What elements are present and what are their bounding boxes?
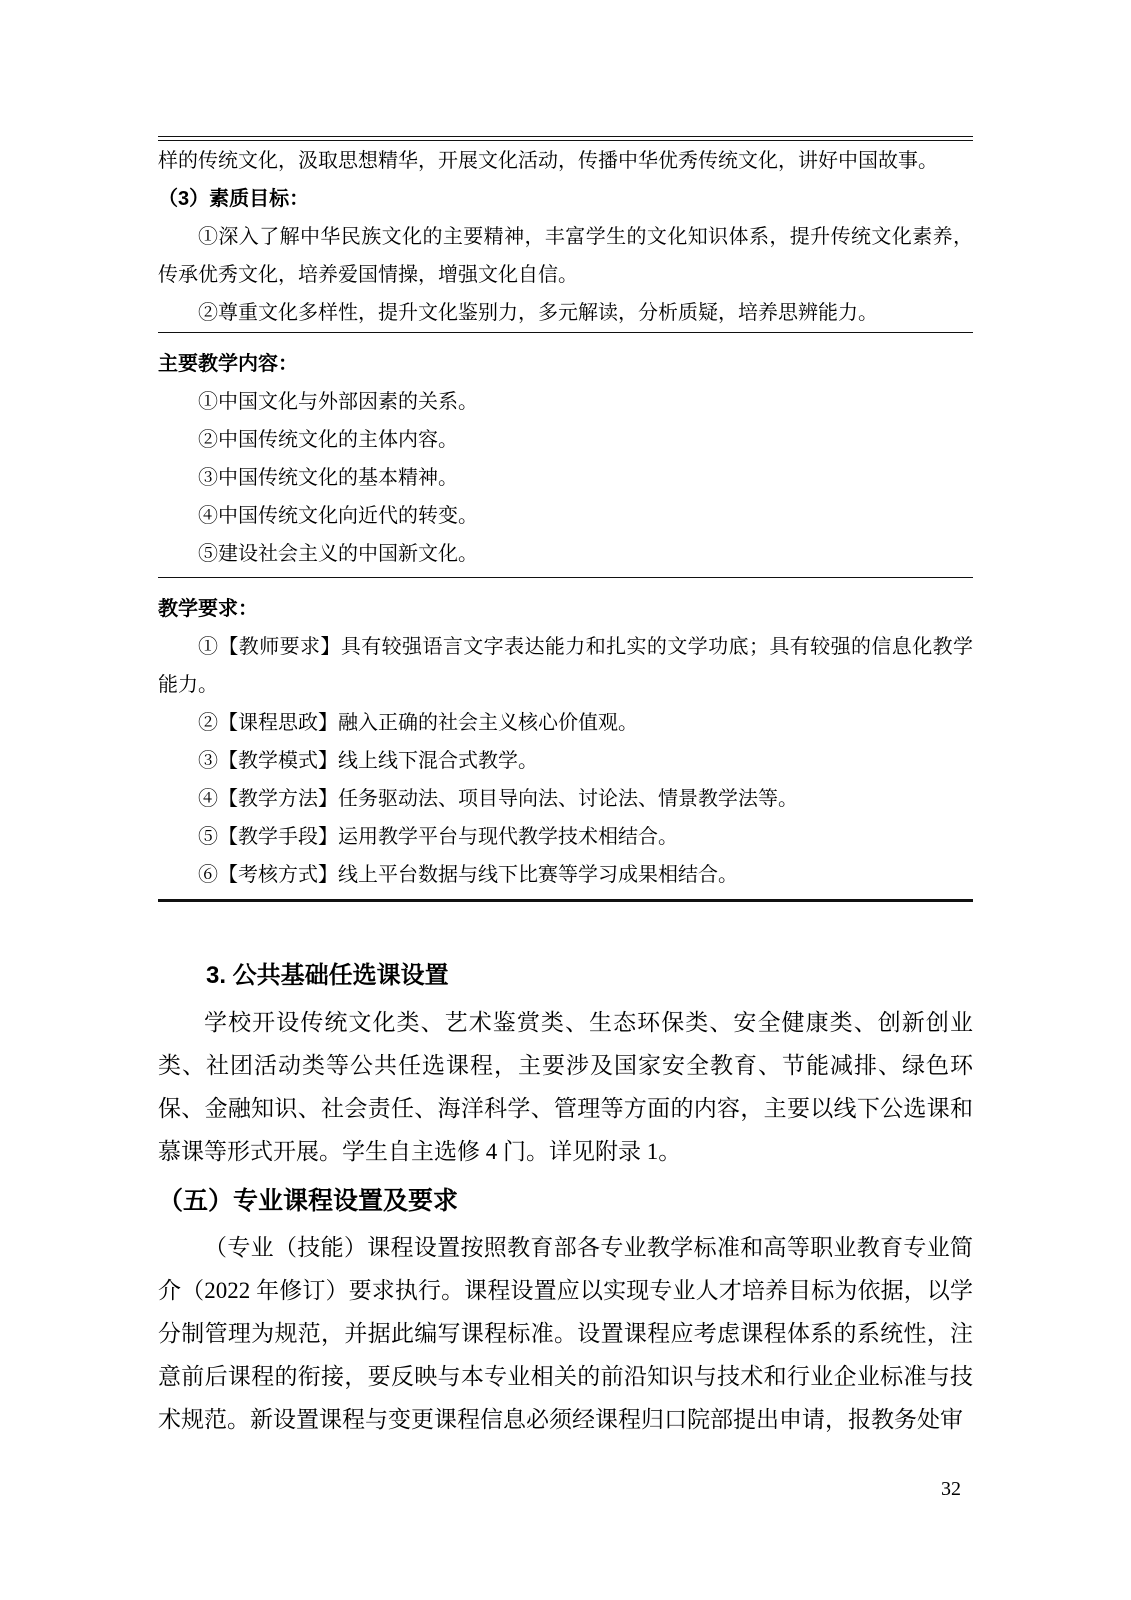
teaching-requirements-heading: 教学要求： <box>158 598 258 620</box>
teaching-content-heading: 主要教学内容： <box>158 353 298 375</box>
teaching-requirement-item: ②【课程思政】融入正确的社会主义核心价值观。 <box>198 712 638 734</box>
teaching-content-item: ③中国传统文化的基本精神。 <box>198 467 458 489</box>
table-row-teaching-requirements <box>158 578 973 899</box>
optional-courses-paragraph: 学校开设传统文化类、艺术鉴赏类、生态环保类、安全健康类、创新创业类、社团活动类等公共任选课程，主要涉及国家安全教育、节能减排、绿色环保、金融知识、社会责任、海洋科学、管理等方面的内容，主要以线下公选课和慕课等形式开展。学生自主选修 4 门。详见附录 1。 <box>158 1010 973 1164</box>
teaching-requirement-item: ①【教师要求】具有较强语言文字表达能力和扎实的文学功底；具有较强的信息化教学能力。 <box>158 636 973 696</box>
teaching-requirement-item: ④【教学方法】任务驱动法、项目导向法、讨论法、情景教学法等。 <box>198 788 798 810</box>
teaching-content-item: ④中国传统文化向近代的转变。 <box>198 505 478 527</box>
table-row-quality-goals <box>158 141 973 333</box>
optional-courses-heading: 3. 公共基础任选课设置 <box>206 962 449 989</box>
teaching-requirement-item: ⑥【考核方式】线上平台数据与线下比赛等学习成果相结合。 <box>198 864 738 886</box>
continued-paragraph: 样的传统文化，汲取思想精华，开展文化活动，传播中华优秀传统文化，讲好中国故事。 <box>158 150 938 172</box>
teaching-requirement-item: ⑤【教学手段】运用教学平台与现代教学技术相结合。 <box>198 826 678 848</box>
quality-goals-heading: （3）素质目标： <box>158 188 310 210</box>
teaching-requirement-item: ③【教学模式】线上线下混合式教学。 <box>198 750 538 772</box>
teaching-content-item: ⑤建设社会主义的中国新文化。 <box>198 543 478 565</box>
page-number: 32 <box>941 1478 961 1500</box>
major-courses-paragraph: （专业（技能）课程设置按照教育部各专业教学标准和高等职业教育专业简介（2022 年修订）要求执行。课程设置应以实现专业人才培养目标为依据，以学分制管理为规范，并据此编写课程标准。设置课程应考虑课程体系的系统性，注意前后课程的衔接，要反映与本专业相关的前沿知识与技术和行业企业标准与技术规范。新设置课程与变更课程信息必须经课程归口院部提出申请，报教务处审 <box>158 1235 973 1432</box>
major-courses-heading: （五）专业课程设置及要求 <box>158 1187 459 1215</box>
teaching-content-item: ①中国文化与外部因素的关系。 <box>198 391 478 413</box>
page-content <box>158 0 973 1441</box>
table-row-teaching-content <box>158 333 973 578</box>
teaching-content-item: ②中国传统文化的主体内容。 <box>198 429 458 451</box>
quality-goal-item: ①深入了解中华民族文化的主要精神，丰富学生的文化知识体系，提升传统文化素养，传承优秀文化，培养爱国情操，增强文化自信。 <box>158 226 973 286</box>
quality-goal-item: ②尊重文化多样性，提升文化鉴别力，多元解读，分析质疑，培养思辨能力。 <box>198 302 878 324</box>
course-syllabus-table <box>158 136 973 902</box>
